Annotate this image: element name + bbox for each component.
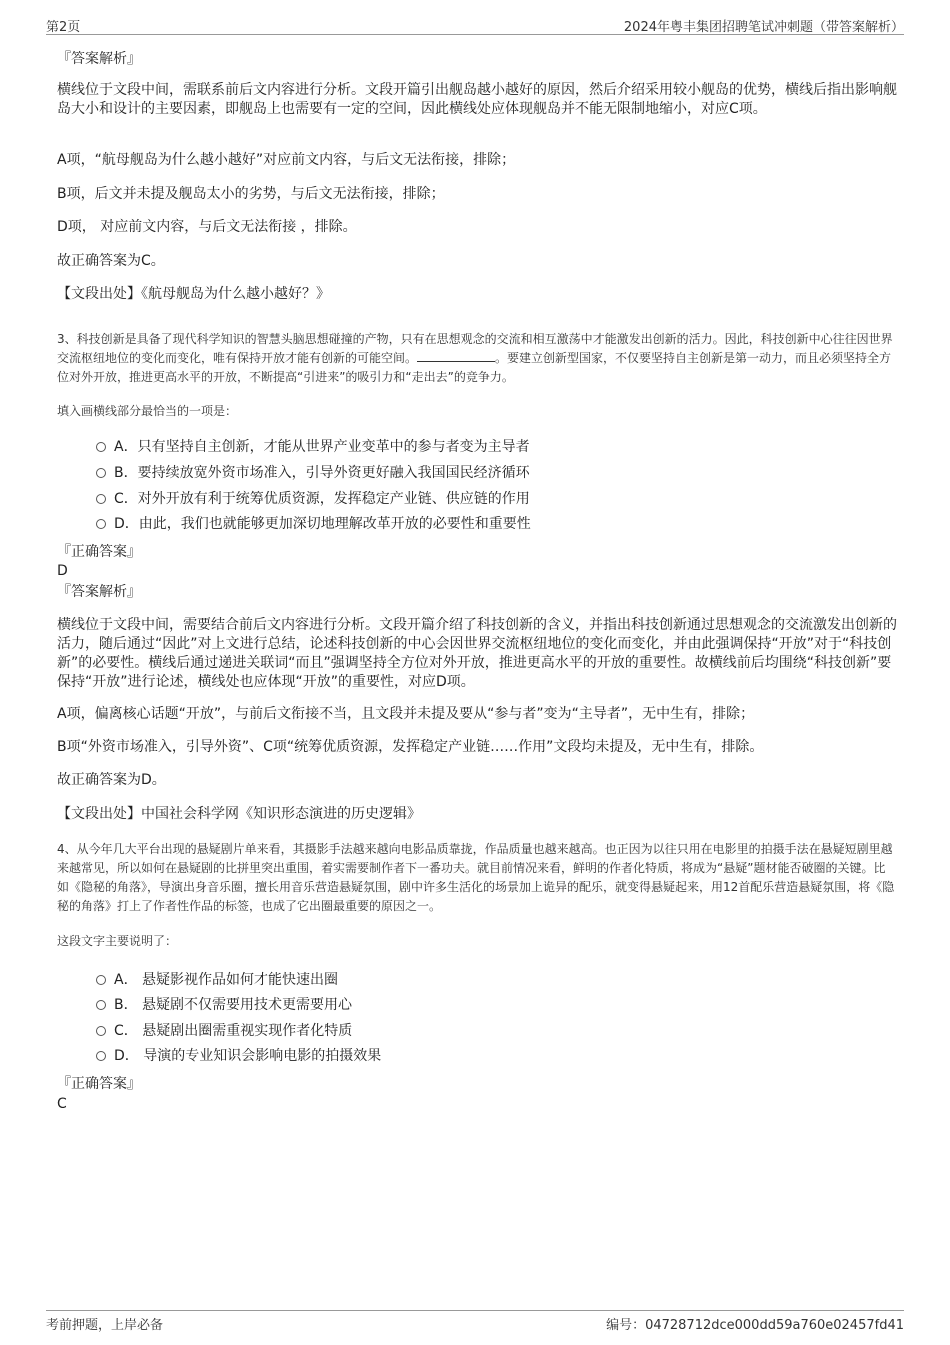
q4-option-a[interactable] xyxy=(96,970,338,990)
q2-analysis-text: 横线位于文段中间，需联系前后文内容进行分析。文段开篇引出舰岛越小越好的原因，然后介绍采用较小舰岛的优势，横线后指出影响舰岛大小和设计的主要因素，即舰岛上也需要有一定的空间，因此横线处应体现舰岛并不能无限制地缩小，对应C项。 xyxy=(57,82,897,117)
q4-prompt: 这段文字主要说明了： xyxy=(57,934,178,948)
q3-analysis-text: 横线位于文段中间，需要结合前后文内容进行分析。文段开篇介绍了科技创新的含义，并指出科技创新通过思想观念的交流激发出创新的活力，随后通过“因此”对上文进行总结，论述科技创新的中心会因世界交流枢纽地位的变化而变化，并由此强调保持“开放”对于“科技创新”的必要性。横线后通过递进关联词“而且”强调坚持全方位对外开放，推进更高水平的开放的重要性。故横线前后均围绕“科技创新”要保持“开放”进行论述，横线处也应体现“开放”的重要性，对应D项。 xyxy=(57,617,897,690)
q3-analysis-label: 『答案解析』 xyxy=(57,584,141,600)
q4-option-d-text: D． 导演的专业知识会影响电影的拍摄效果 xyxy=(114,1048,382,1064)
q3-item-a: A项，偏离核心话题“开放”，与前后文衔接不当，且文段并未提及要从“参与者”变为“主导者”，无中生有，排除； xyxy=(57,706,755,722)
q4-option-b-text: B． 悬疑剧不仅需要用技术更需要用心 xyxy=(114,997,353,1013)
q4-stem: 4、从今年几大平台出现的悬疑剧片单来看，其摄影手法越来越向电影品质靠拢，作品质量也越来越高。也正因为以往只用在电影里的拍摄手法在悬疑短剧里越来越常见，所以如何在悬疑剧的比拼里突出重围，着实需要制作者下一番功夫。就目前情况来看，鲜明的作者化特质，将成为“悬疑”题材能否破圈的关键。比如《隐秘的角落》，导演出身音乐圈，擅长用音乐营造悬疑氛围，剧中许多生活化的场景加上诡异的配乐，就变得悬疑起来，用12首配乐营造悬疑氛围，将《隐秘的角落》打上了作者性作品的标签，也成了它出圈最重要的原因之一。 xyxy=(57,842,895,913)
document-id: 编号：04728712dce000dd59a760e02457fd41 xyxy=(606,1318,904,1333)
q2-conclusion: 故正确答案为C。 xyxy=(57,253,165,269)
page-header xyxy=(46,14,904,35)
page-number: 第2页 xyxy=(46,20,81,35)
q4-answer-label: 『正确答案』 xyxy=(57,1076,141,1092)
radio-icon[interactable] xyxy=(96,442,106,452)
q3-prompt: 填入画横线部分最恰当的一项是： xyxy=(57,404,238,418)
radio-icon[interactable] xyxy=(96,1026,106,1036)
page-footer xyxy=(46,1310,904,1333)
q2-source: 【文段出处】《航母舰岛为什么越小越好？》 xyxy=(57,286,330,302)
q3-option-a[interactable] xyxy=(96,437,530,457)
q2-item-d: D项， 对应前文内容，与后文无法衔接 ，排除。 xyxy=(57,219,357,235)
q4-option-c[interactable] xyxy=(96,1021,352,1041)
q4-option-b[interactable] xyxy=(96,995,352,1015)
q3-option-c[interactable] xyxy=(96,489,530,509)
radio-icon[interactable] xyxy=(96,519,106,529)
q3-stem xyxy=(57,330,897,387)
q3-option-c-text: C．对外开放有利于统筹优质资源，发挥稳定产业链、供应链的作用 xyxy=(114,491,530,507)
q3-option-d[interactable] xyxy=(96,514,531,534)
q3-answer-label: 『正确答案』 xyxy=(57,544,141,560)
q4-option-a-text: A． 悬疑影视作品如何才能快速出圈 xyxy=(114,972,339,988)
q3-option-b-text: B．要持续放宽外资市场准入，引导外资更好融入我国国民经济循环 xyxy=(114,465,530,481)
radio-icon[interactable] xyxy=(96,975,106,985)
q3-item-bc: B项“外资市场准入，引导外资”、C项“统筹优质资源，发挥稳定产业链……作用”文段均未提及，无中生有，排除。 xyxy=(57,739,764,755)
q3-conclusion: 故正确答案为D。 xyxy=(57,772,166,788)
radio-icon[interactable] xyxy=(96,1000,106,1010)
radio-icon[interactable] xyxy=(96,494,106,504)
q2-item-a: A项，“航母舰岛为什么越小越好”对应前文内容，与后文无法衔接，排除； xyxy=(57,152,516,168)
q4-answer: C xyxy=(57,1096,67,1112)
footer-slogan: 考前押题，上岸必备 xyxy=(46,1318,164,1333)
q3-option-d-text: D．由此，我们也就能够更加深切地理解改革开放的必要性和重要性 xyxy=(114,516,531,532)
radio-icon[interactable] xyxy=(96,1051,106,1061)
radio-icon[interactable] xyxy=(96,468,106,478)
document-title: 2024年粤丰集团招聘笔试冲刺题（带答案解析） xyxy=(623,20,904,35)
q3-fill-blank xyxy=(417,350,495,362)
q2-item-b: B项，后文并未提及舰岛太小的劣势，与后文无法衔接，排除； xyxy=(57,186,445,202)
q3-option-a-text: A．只有坚持自主创新，才能从世界产业变革中的参与者变为主导者 xyxy=(114,439,530,455)
q4-option-c-text: C． 悬疑剧出圈需重视实现作者化特质 xyxy=(114,1023,353,1039)
q3-stem-part2: 。要建立创新型国家，不仅要坚持自主创新是第一动力，而且必须坚持全方位对外开放，推进更高水平的开放，不断提高“引进来”的吸引力和“走出去”的竞争力。 xyxy=(57,351,892,384)
q3-answer: D xyxy=(57,563,68,579)
q3-source: 【文段出处】中国社会科学网《知识形态演进的历史逻辑》 xyxy=(57,806,421,822)
q3-option-b[interactable] xyxy=(96,463,530,483)
q2-analysis-label: 『答案解析』 xyxy=(57,51,141,67)
q4-option-d[interactable] xyxy=(96,1046,381,1066)
q3-stem-part1: 3、科技创新是具备了现代科学知识的智慧头脑思想碰撞的产物，只有在思想观念的交流和相互激荡中才能激发出创新的活力。因此，科技创新中心往往因世界交流枢纽地位的变化而变化，唯有保持开放才能有创新的可能空间。 xyxy=(57,332,893,365)
